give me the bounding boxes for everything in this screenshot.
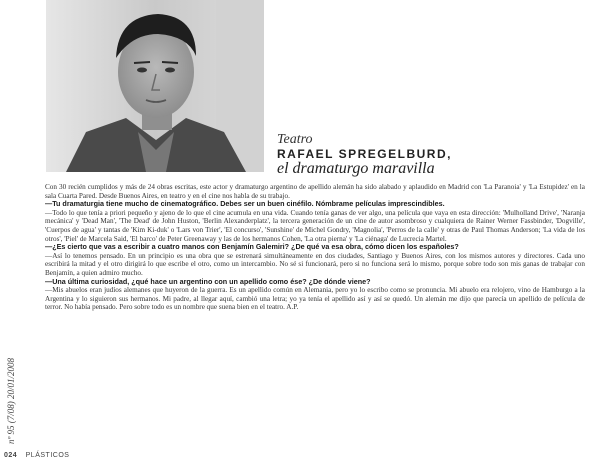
handwritten-side-note	[4, 296, 18, 446]
portrait-photo	[46, 0, 264, 172]
publication-name: PLÁSTICOS	[25, 452, 70, 459]
answer-2: —Así lo tenemos pensado. En un principio es una obra que se estrenará simultáneamente en dos ciudades, Santiago y Buenos Aires, con los mismos autores y directores. Cada uno escribirá la mitad y el otro dirigirá lo que escribe el otro, como un intercambio. No sé si funcionará, pero si no funciona será lo mismo, porque sobre todo son mis ganas de trabajar con Benjamín, a quien admiro mucho.	[45, 251, 585, 277]
headline	[277, 133, 577, 177]
answer-3: —Mis abuelos eran judíos alemanes que huyeron de la guerra. Es un apellido común en Alemania, pero yo lo escribo como se pronuncia. Mi abuelo era relojero, vino de Hamburgo a la Argentina y lo siguieron sus hermanos. Mi padre, al llegar aquí, cambió una letra; yo ya tenía el apellido así y así se quedó. Un alemán me dijo que parecía un apellido de película de terror. No había pensado. Pero sobre todo es un nombre que suena bien en el teatro. A.P.	[45, 286, 585, 312]
question-2: —¿Es cierto que vas a escribir a cuatro manos con Benjamín Galemiri? ¿De qué va esa obra, cómo dicen los españoles?	[45, 242, 459, 252]
page-number: 024	[4, 452, 18, 459]
answer-1: —Todo lo que tenía a priori pequeño y ajeno de lo que el cine acumula en una vida. Cuando tenía ganas de ver algo, una película que vaya en esta dirección: 'Mulholland Drive', 'Naranja mecánica' y 'Dead Man', 'The Dead' de John Huston, 'Berlin Alexanderplatz', la tercera generación de un cine de autor asombroso y cualquiera de Rainer Werner Fassbinder, 'Dogville', 'Cuerpos de agua' y tantas de 'Kim Ki-duk' o 'Lars von Trier', 'El concurso', 'Sunshine' de Michel Gondry, 'Magnolia', 'Perros de la calle' y otras de Paul Thomas Anderson; 'La vida de los otros', 'Piel' de Marcela Said, 'El barco' de Peter Greenaway y las de los hermanos Cohen, 'La otra pierna' y 'La ciénaga' de Lucrecia Martel.	[45, 208, 585, 243]
question-3: —Una última curiosidad, ¿qué hace un argentino con un apellido como ése? ¿De dónde viene?	[45, 276, 371, 286]
intro-paragraph: Con 30 recién cumplidos y más de 24 obras escritas, este actor y dramaturgo argentino de apellido alemán ha sido alabado y aplaudido en Madrid con 'La Paranoia' y 'La Estupidez' en la sala Cuarta Pared. Desde Buenos Aires, en teatro y en el cine nos habla de su trabajo.	[45, 183, 585, 200]
question-1: —Tu dramaturgia tiene mucho de cinematográfico. Debes ser un buen cinéfilo. Nómbrame películas imprescindibles.	[45, 199, 445, 209]
page-footer	[4, 452, 69, 459]
section-kicker: Teatro	[277, 132, 313, 147]
side-note-text: nº 95 (7/08) 20/01/2008	[6, 357, 16, 444]
headline-subtitle: el dramaturgo maravilla	[277, 160, 435, 177]
subject-name: RAFAEL SPREGELBURD,	[277, 147, 452, 161]
portrait-illustration	[46, 0, 264, 172]
article-body	[45, 183, 585, 312]
